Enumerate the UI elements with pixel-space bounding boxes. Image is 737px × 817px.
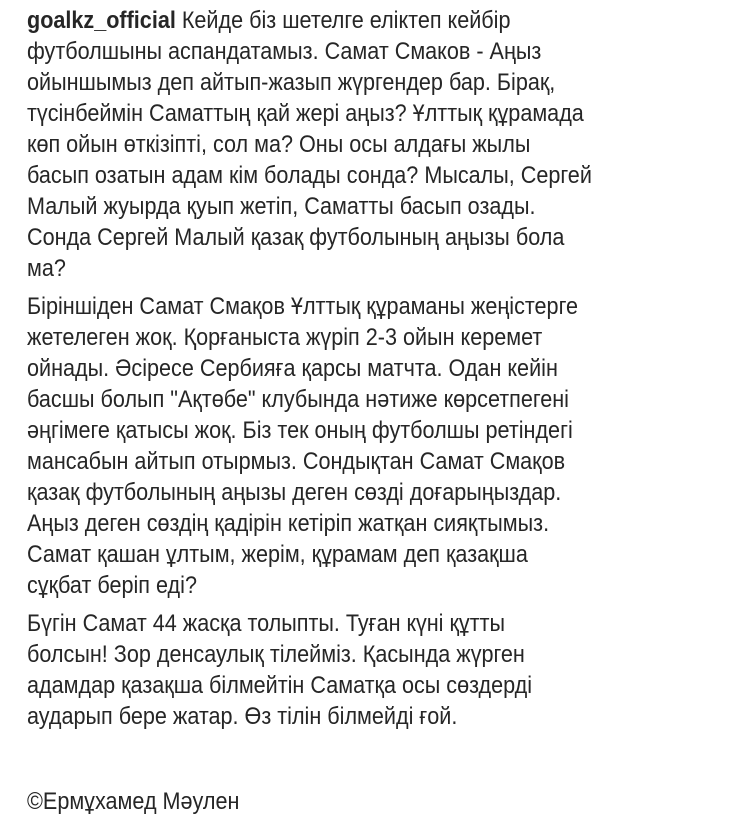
caption-line: ма? (27, 255, 66, 282)
username-link[interactable]: goalkz_official (27, 7, 176, 34)
caption-line: қазақ футболының аңызы деген сөзді доғарыңыздар. (27, 479, 562, 506)
caption-line: болсын! Зор денсаулық тілейміз. Қасында жүрген (27, 641, 525, 668)
caption-line: әңгімеге қатысы жоқ. Біз тек оның футболшы ретіндегі (27, 417, 573, 444)
caption-line: Малый жуырда қуып жетіп, Саматты басып озады. (27, 193, 536, 220)
caption-paragraph-3 (27, 608, 693, 732)
caption-line: Самат қашан ұлтым, жерім, құрамам деп қазақша (27, 541, 528, 568)
caption-line: аударып бере жатар. Өз тілін білмейді ғой. (27, 703, 458, 730)
caption-line: Біріншіден Самат Смақов Ұлттық құраманы жеңістерге (27, 293, 578, 320)
caption-text: Кейде біз шетелге еліктеп кейбір (181, 7, 511, 34)
caption-line: Сонда Сергей Малый қазақ футболының аңызы бола (27, 224, 565, 251)
author-signature: ©Ермұхамед Мәулен (27, 788, 240, 815)
caption-paragraph-2 (27, 291, 693, 601)
caption-line: Бүгін Самат 44 жасқа толыпты. Туған күні құтты (27, 610, 506, 637)
caption-paragraph-1 (27, 5, 693, 284)
caption-line: жетелеген жоқ. Қорғаныста жүріп 2-3 ойын керемет (27, 324, 543, 351)
caption-line: мансабын айтып отырмыз. Сондықтан Самат Смақов (27, 448, 566, 475)
caption-line: Аңыз деген сөздің қадірін кетіріп жатқан сияқтымыз. (27, 510, 550, 537)
post-caption (27, 5, 693, 817)
caption-line: түсінбеймін Саматтың қай жері аңыз? Ұлттық құрамада (27, 100, 584, 127)
caption-line: басып озатын адам кім болады сонда? Мысалы, Сергей (27, 162, 592, 189)
caption-line: басшы болып "Ақтөбе" клубында нәтиже көрсетпегені (27, 386, 569, 413)
caption-line: футболшыны аспандатамыз. Самат Смаков - Аңыз (27, 38, 542, 65)
caption-line (27, 5, 693, 36)
caption-line: адамдар қазақша білмейтін Саматқа осы сөздерді (27, 672, 533, 699)
caption-line: ойыншымыз деп айтып-жазып жүргендер бар. Бірақ, (27, 69, 556, 96)
caption-line: көп ойын өткізіпті, сол ма? Оны осы алдағы жылы (27, 131, 531, 158)
caption-line: ойнады. Әсіресе Сербияға қарсы матчта. Одан кейін (27, 355, 558, 382)
caption-line: сұқбат беріп еді? (27, 572, 197, 599)
